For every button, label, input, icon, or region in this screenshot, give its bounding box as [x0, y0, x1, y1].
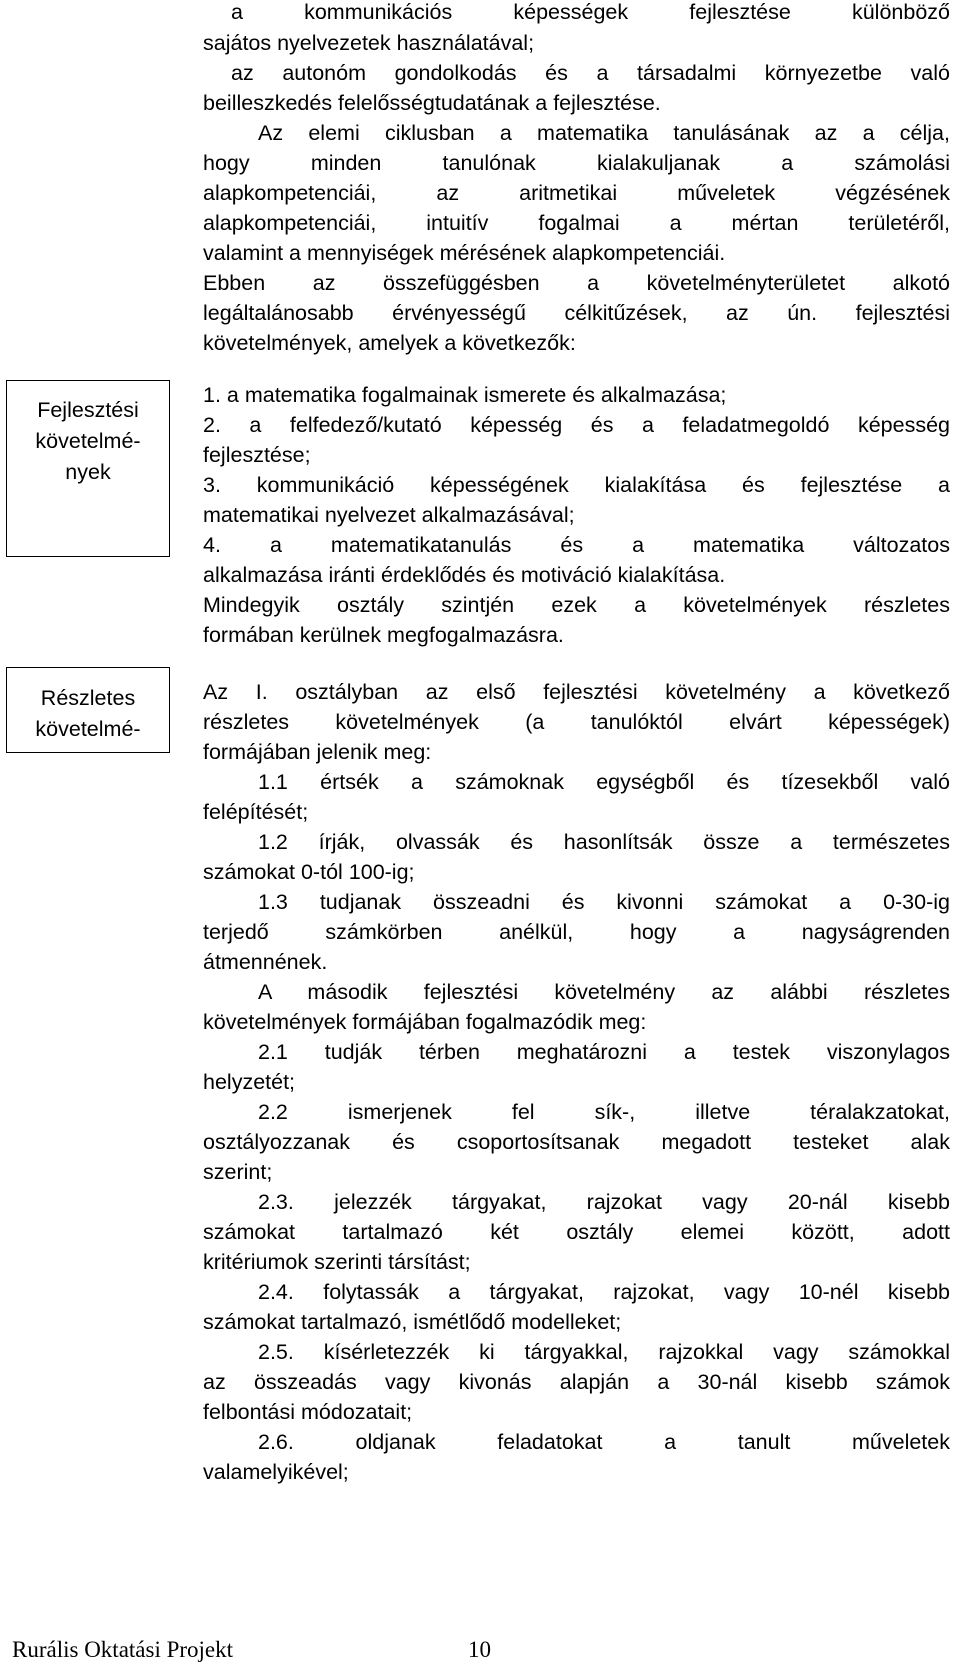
- text-line: számokat 0-tól 100-ig;: [203, 860, 415, 884]
- footer-project-name: Rurális Oktatási Projekt: [12, 1637, 234, 1662]
- list-item: 1. a matematika fogalmainak ismerete és alkalmazása;: [203, 383, 727, 407]
- text-line: 2.4. folytassák a tárgyakat, rajzokat, vagy 10-nél kisebb: [258, 1280, 950, 1304]
- text-line: 1.1 értsék a számoknak egységből és tízesekből való: [258, 770, 950, 794]
- text-line: Az I. osztályban az első fejlesztési követelmény a következő: [203, 680, 950, 704]
- list-item: 3. kommunikáció képességének kialakítása és fejlesztése a: [203, 473, 950, 497]
- sidebar-box-line: Fejlesztési: [37, 398, 139, 422]
- page-number: 10: [468, 1637, 491, 1662]
- text-line: 2.1 tudják térben meghatározni a testek viszonylagos: [258, 1040, 950, 1064]
- text-line: részletes követelmények (a tanulóktól elvárt képességek): [203, 710, 950, 734]
- text-line: Ebben az összefüggésben a követelményterületet alkotó: [203, 271, 950, 295]
- text-line: az autonóm gondolkodás és a társadalmi környezetbe való: [231, 61, 950, 85]
- text-line: felépítését;: [203, 800, 309, 824]
- text-line: alapkompetenciái, intuitív fogalmai a mértan területéről,: [203, 211, 950, 235]
- sidebar-box-fejlesztesi: [6, 380, 170, 557]
- list-item: 2. a felfedező/kutató képesség és a feladatmegoldó képesség: [203, 413, 950, 437]
- text-line: helyzetét;: [203, 1070, 296, 1094]
- list-item: fejlesztése;: [203, 443, 311, 467]
- text-line: formában kerülnek megfogalmazásra.: [203, 623, 564, 647]
- sidebar-box-reszletes: [6, 667, 170, 753]
- text-line: szerint;: [203, 1160, 273, 1184]
- text-line: valamelyikével;: [203, 1460, 349, 1484]
- text-line: a kommunikációs képességek fejlesztése különböző: [231, 0, 950, 24]
- text-line: követelmények formájában fogalmazódik meg:: [203, 1010, 647, 1034]
- sidebar-box-line: követelmé-: [35, 429, 141, 453]
- text-line: 1.2 írják, olvassák és hasonlítsák össze a természetes: [258, 830, 950, 854]
- sidebar-box-line: Részletes: [40, 686, 136, 710]
- text-line: kritériumok szerinti társítást;: [203, 1250, 471, 1274]
- text-line: legáltalánosabb érvényességű célkitűzések, az ún. fejlesztési: [203, 301, 950, 325]
- text-line: alapkompetenciái, az aritmetikai műveletek végzésének: [203, 181, 950, 205]
- text-line: Mindegyik osztály szintjén ezek a követelmények részletes: [203, 593, 950, 617]
- list-item: alkalmazása iránti érdeklődés és motiváció kialakítása.: [203, 563, 726, 587]
- text-line: A második fejlesztési követelmény az alábbi részletes: [258, 980, 950, 1004]
- list-item: 4. a matematikatanulás és a matematika változatos: [203, 533, 950, 557]
- text-line: az összeadás vagy kivonás alapján a 30-nál kisebb számok: [203, 1370, 950, 1394]
- text-line: 2.6. oldjanak feladatokat a tanult műveletek: [258, 1430, 950, 1454]
- text-line: felbontási módozatait;: [203, 1400, 413, 1424]
- text-line: sajátos nyelvezetek használatával;: [203, 31, 535, 55]
- text-line: 2.2 ismerjenek fel sík-, illetve téralakzatokat,: [258, 1100, 950, 1124]
- text-line: formájában jelenik meg:: [203, 740, 432, 764]
- text-line: követelmények, amelyek a következők:: [203, 331, 576, 355]
- text-line: 1.3 tudjanak összeadni és kivonni számokat a 0-30-ig: [258, 890, 950, 914]
- text-line: valamint a mennyiségek mérésének alapkompetenciái.: [203, 241, 726, 265]
- text-line: számokat tartalmazó, ismétlődő modelleket;: [203, 1310, 622, 1334]
- text-line: beilleszkedés felelősségtudatának a fejlesztése.: [203, 91, 661, 115]
- text-line: 2.5. kísérletezzék ki tárgyakkal, rajzokkal vagy számokkal: [258, 1340, 950, 1364]
- text-line: Az elemi ciklusban a matematika tanulásának az a célja,: [258, 121, 950, 145]
- text-line: hogy minden tanulónak kialakuljanak a számolási: [203, 151, 950, 175]
- text-line: terjedő számkörben anélkül, hogy a nagyságrenden: [203, 920, 950, 944]
- list-item: matematikai nyelvezet alkalmazásával;: [203, 503, 575, 527]
- sidebar-box-line: követelmé-: [35, 717, 141, 741]
- sidebar-box-line: nyek: [65, 460, 111, 484]
- text-line: 2.3. jelezzék tárgyakat, rajzokat vagy 20-nál kisebb: [258, 1190, 950, 1214]
- text-line: átmennének.: [203, 950, 328, 974]
- text-line: osztályozzanak és csoportosítsanak megadott testeket alak: [203, 1130, 950, 1154]
- text-line: számokat tartalmazó két osztály elemei között, adott: [203, 1220, 950, 1244]
